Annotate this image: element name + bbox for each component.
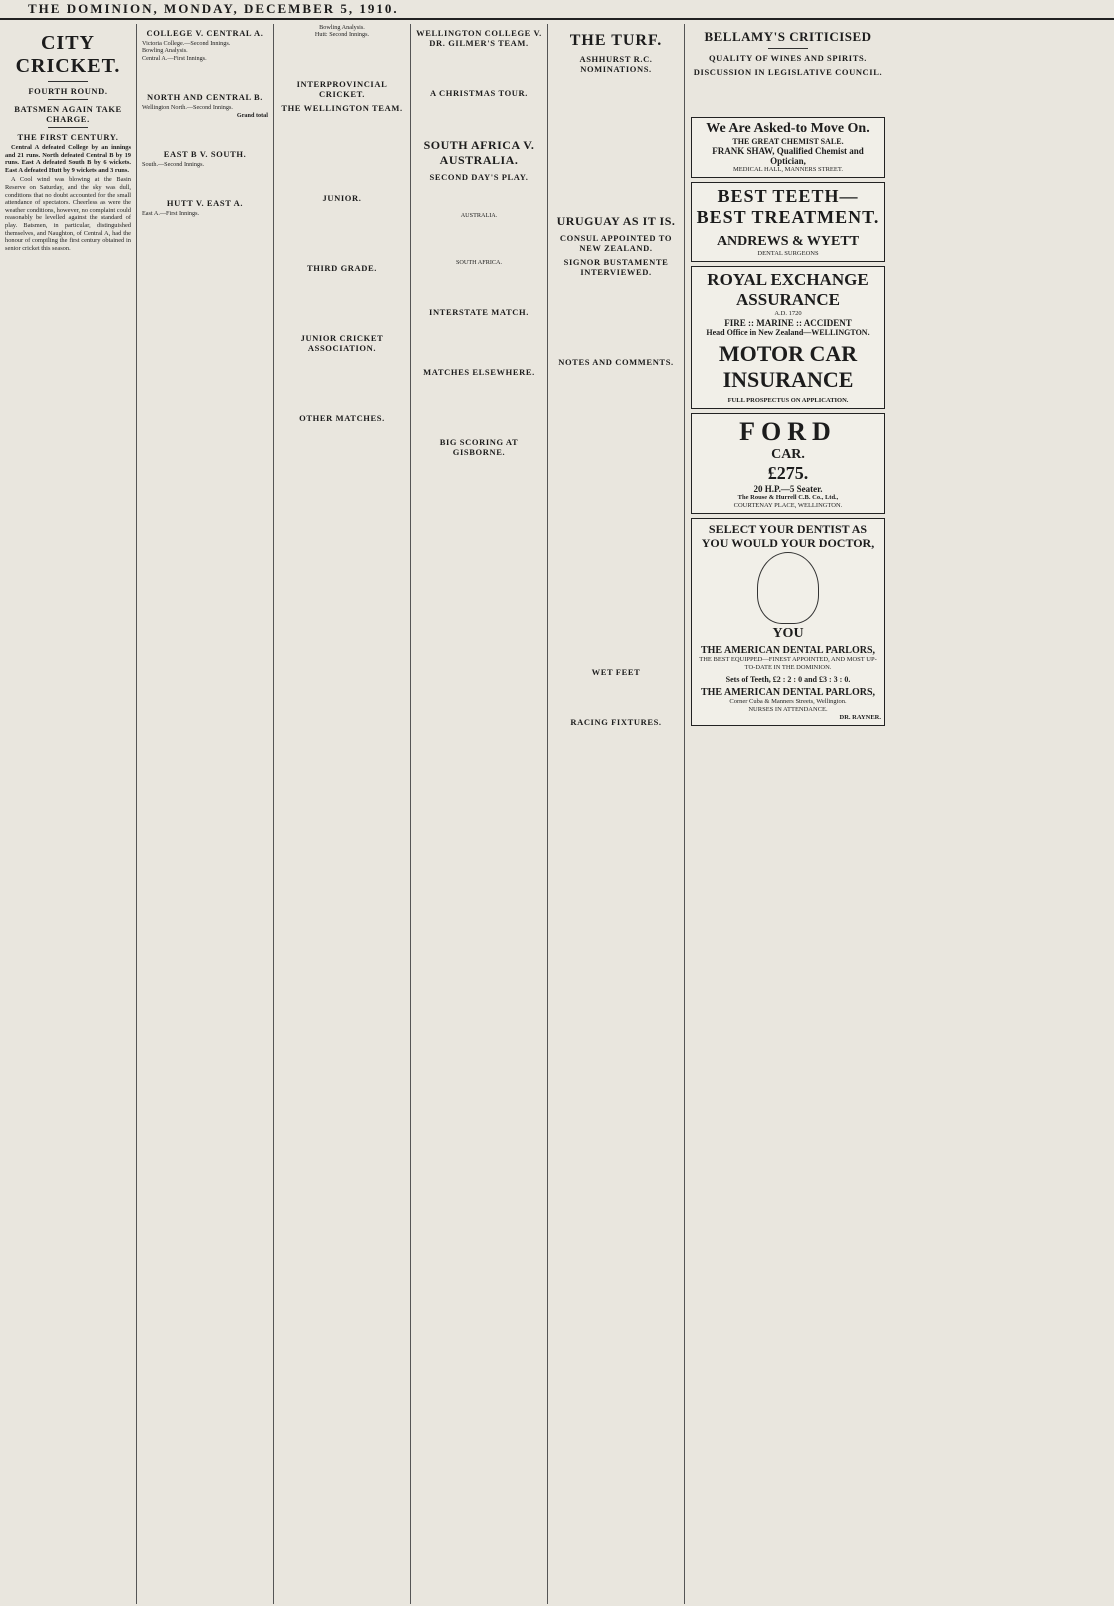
score-caption: Hutt: Second Innings.: [314, 31, 370, 39]
heading-sa-australia: SOUTH AFRICA V. AUSTRALIA.: [423, 138, 535, 167]
column-turf: [548, 24, 685, 1604]
heading-north-central: NORTH AND CENTRAL B.: [146, 92, 264, 103]
column-bellamys-and-adverts: [685, 24, 891, 1604]
advert-royal-title: ROYAL EXCHANGE ASSURANCE: [707, 270, 869, 309]
heading-gisborne: BIG SCORING AT GISBORNE.: [439, 436, 519, 457]
heading-matches-elsewhere: MATCHES ELSEWHERE.: [423, 366, 535, 377]
advert-move-on: [691, 117, 885, 178]
advert-move-on-title: We Are Asked-to Move On.: [706, 121, 870, 136]
advert-dentist-nurses: NURSES IN ATTENDANCE.: [748, 706, 828, 713]
score-caption: Bowling Analysis.: [319, 24, 365, 31]
score-caption: Bowling Analysis.: [142, 47, 188, 55]
advert-teeth-firm: ANDREWS & WYETT: [716, 234, 860, 249]
advert-dentist-addr: Corner Cuba & Manners Streets, Wellington.: [729, 698, 847, 705]
subhead-fourth-round: FOURTH ROUND.: [28, 86, 108, 96]
column-city-cricket: [0, 24, 137, 1604]
heading-interprovincial: INTERPROVINCIAL CRICKET.: [296, 78, 388, 99]
heading-junior-association: JUNIOR CRICKET ASSOCIATION.: [300, 332, 384, 353]
team-caption: AUSTRALIA.: [460, 212, 498, 219]
masthead: [0, 0, 1114, 20]
score-caption: Central A.—First Innings.: [142, 54, 207, 62]
advert-motor-foot: FULL PROSPECTUS ON APPLICATION.: [727, 397, 849, 404]
subhead-batsmen: BATSMEN AGAIN TAKE CHARGE.: [14, 104, 122, 124]
heading-wines-spirits: QUALITY OF WINES AND SPIRITS.: [708, 53, 868, 63]
grand-total: Grand total: [236, 111, 268, 119]
subhead-first-century: THE FIRST CENTURY.: [17, 132, 119, 142]
heading-hutt-east: HUTT V. EAST A.: [166, 198, 244, 209]
column-scores: [137, 24, 274, 1604]
divider: [48, 99, 88, 100]
score-caption: East A.—First Innings.: [142, 210, 200, 218]
score-caption: Wellington North.—Second Innings.: [142, 104, 233, 112]
advert-best-teeth: [691, 182, 885, 262]
advert-dentist-sets: Sets of Teeth, £2 : 2 : 0 and £3 : 3 : 0.: [725, 675, 851, 684]
advert-ford-hp: 20 H.P.—5 Seater.: [753, 484, 823, 494]
portrait-illustration: [757, 552, 819, 624]
masthead-title: THE DOMINION, MONDAY, DECEMBER 5, 1910.: [28, 1, 399, 16]
column-cricket-elsewhere: [411, 24, 548, 1604]
heading-college-gilmer: WELLINGTON COLLEGE V. DR. GILMER'S TEAM.: [416, 28, 542, 48]
headline-bellamys: BELLAMY'S CRITICISED: [704, 29, 872, 44]
divider: [768, 48, 808, 49]
advert-move-on-sub: THE GREAT CHEMIST SALE.: [732, 137, 844, 146]
advert-motor-title: MOTOR CAR INSURANCE: [718, 341, 858, 392]
heading-interstate: INTERSTATE MATCH.: [429, 306, 529, 317]
divider: [48, 127, 88, 128]
article-body: A Cool wind was blowing at the Basin Reserve on Saturday, and the sky was dull, conditions that no doubt accounted for the small attendance of spectators. Cheerless as were the weather conditions, however, no complaint could reasonably be levelled against the standard of play. Batsmen, in particular, distinguished themselves, and Naughton, of Central A, had the honour of compiling the first century obtained in senior cricket this season.: [5, 176, 131, 252]
advert-ford-car: CAR.: [771, 447, 805, 462]
heading-ashhurst: ASHHURST R.C. NOMINATIONS.: [579, 54, 653, 74]
advert-royal-lines: FIRE :: MARINE :: ACCIDENT: [724, 318, 852, 328]
advert-move-on-foot: FRANK SHAW, Qualified Chemist and Optician,: [712, 146, 864, 166]
advert-move-on-addr: MEDICAL HALL, MANNERS STREET.: [733, 166, 843, 173]
advert-ford-title: FORD: [739, 417, 837, 446]
advert-dentist-dr: DR. RAYNER.: [839, 714, 881, 721]
heading-wellington-team: THE WELLINGTON TEAM.: [281, 102, 403, 113]
score-caption: Victoria College.—Second Innings.: [142, 40, 231, 47]
advert-dentist-title: SELECT YOUR DENTIST AS YOU WOULD YOUR DOCTOR,: [701, 522, 875, 550]
heading-other-matches: OTHER MATCHES.: [299, 412, 385, 423]
advert-teeth-role: DENTAL SURGEONS: [757, 250, 819, 257]
heading-legislative-council: DISCUSSION IN LEGISLATIVE COUNCIL.: [693, 67, 883, 77]
heading-second-day: SECOND DAY'S PLAY.: [429, 172, 529, 182]
divider: [48, 81, 88, 82]
heading-notes: NOTES AND COMMENTS.: [558, 357, 674, 367]
heading-east-south: EAST B V. SOUTH.: [163, 149, 247, 160]
column-interprovincial: [274, 24, 411, 1604]
heading-racing-fixtures: RACING FIXTURES.: [570, 717, 662, 727]
advert-ford-addr: COURTENAY PLACE, WELLINGTON.: [733, 502, 843, 509]
advert-ford-agents: The Rouse & Hurrell C.B. Co., Ltd.,: [737, 494, 839, 501]
heading-third-grade: THIRD GRADE.: [306, 262, 377, 273]
advert-royal-office: Head Office in New Zealand—WELLINGTON.: [706, 328, 870, 337]
headline-turf: THE TURF.: [569, 32, 663, 49]
advert-dentist-tag: THE BEST EQUIPPED—FINEST APPOINTED, AND MOST UP-TO-DATE IN THE DOMINION.: [699, 656, 877, 671]
advert-teeth-title: BEST TEETH—BEST TREATMENT.: [696, 186, 880, 227]
advert-royal-year: A.D. 1720: [774, 310, 802, 317]
heading-christmas-tour: A CHRISTMAS TOUR.: [430, 88, 528, 98]
advert-ford: [691, 413, 885, 514]
advert-ford-price: £275.: [767, 463, 809, 483]
advert-dentist-foot: THE AMERICAN DENTAL PARLORS,: [700, 687, 876, 698]
advert-dentist-you: YOU: [772, 626, 804, 641]
advert-american-dental: [691, 518, 885, 726]
heading-wet-feet: WET FEET: [591, 667, 641, 677]
headline-city-cricket: CITY CRICKET.: [15, 32, 121, 77]
heading-junior: JUNIOR.: [322, 192, 362, 203]
heading-bustamente: SIGNOR BUSTAMENTE INTERVIEWED.: [563, 257, 669, 277]
advert-dentist-firm: THE AMERICAN DENTAL PARLORS,: [700, 645, 876, 656]
columns: [0, 20, 1114, 1604]
lead-summary: Central A defeated College by an innings and 21 runs. North defeated Central B by 19 runs. East A defeated South B by 6 wickets. East A defeated Hutt by 9 wickets and 3 runs.: [5, 144, 131, 174]
heading-consul: CONSUL APPOINTED TO NEW ZEALAND.: [559, 233, 673, 253]
team-caption: SOUTH AFRICA.: [455, 259, 503, 267]
heading-college-central: COLLEGE V. CENTRAL A.: [146, 28, 264, 38]
score-caption: South.—Second Innings.: [142, 161, 205, 169]
heading-uruguay: URUGUAY AS IT IS.: [556, 214, 676, 228]
advert-royal-exchange: [691, 266, 885, 409]
